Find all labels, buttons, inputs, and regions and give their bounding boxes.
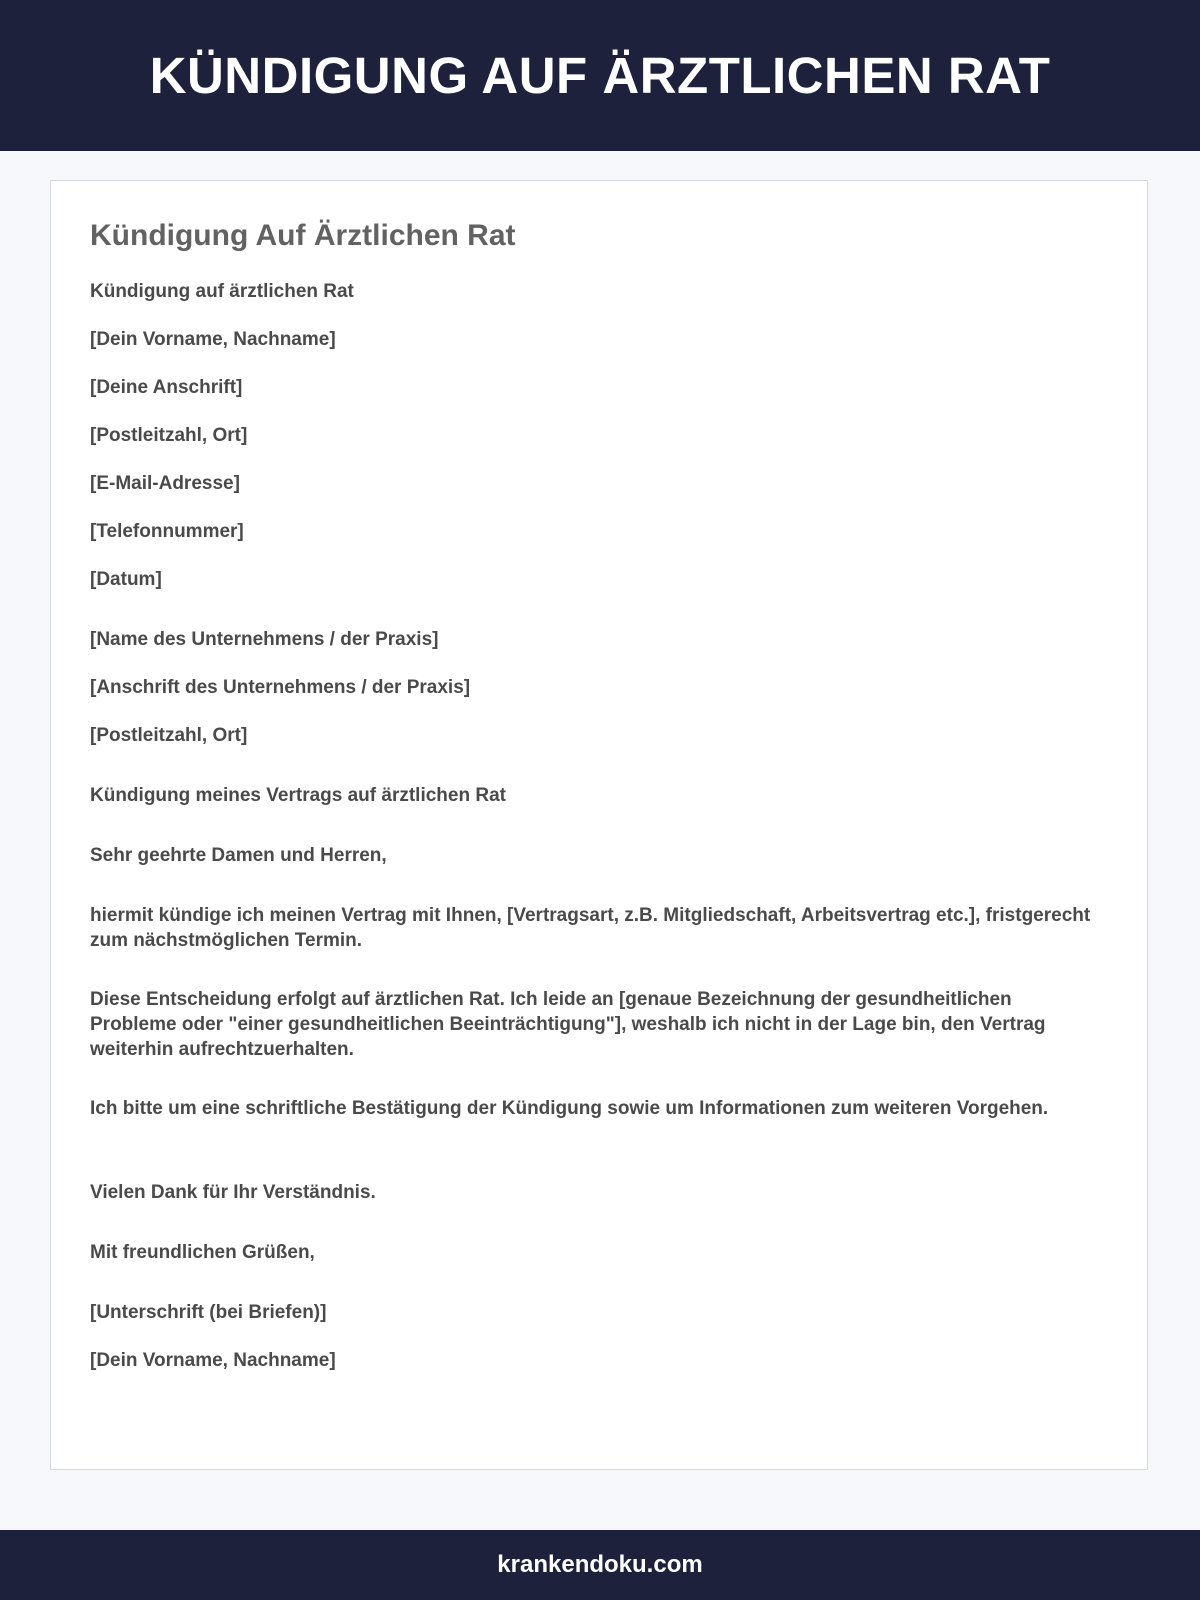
signature-name: [Dein Vorname, Nachname] [90,1350,336,1371]
sender-phone: [Telefonnummer] [90,521,244,542]
sender-zip-city: [Postleitzahl, Ort] [90,425,248,446]
sender-name: [Dein Vorname, Nachname] [90,329,336,350]
body-paragraph: Vielen Dank für Ihr Verständnis. [90,1182,376,1203]
page-title: KÜNDIGUNG AUF ÄRZTLICHEN RAT [149,47,1051,104]
signature-placeholder: [Unterschrift (bei Briefen)] [90,1302,327,1323]
page-header [0,0,1200,151]
document-card [50,180,1148,1470]
recipient-zip-city: [Postleitzahl, Ort] [90,725,248,746]
body-paragraph: Diese Entscheidung erfolgt auf ärztlichen Rat. Ich leide an [genaue Bezeichnung der gesundheitlichen Probleme oder "einer gesundheitlichen Beeinträchtigung"], weshalb ich nicht in der Lage bin, den Vertrag weiterhin aufrechtzuerhalten. [90,989,1046,1060]
sender-address: [Deine Anschrift] [90,377,243,398]
body-paragraph: hiermit kündige ich meinen Vertrag mit Ihnen, [Vertragsart, z.B. Mitgliedschaft, Arbeitsvertrag etc.], fristgerecht zum nächstmöglichen Termin. [90,905,1091,951]
document-title: Kündigung Auf Ärztlichen Rat [90,219,516,252]
letter-subject: Kündigung meines Vertrags auf ärztlichen Rat [90,785,506,806]
sender-email: [E-Mail-Adresse] [90,473,240,494]
page-footer [0,1530,1200,1600]
subject-line: Kündigung auf ärztlichen Rat [90,281,354,302]
salutation: Sehr geehrte Damen und Herren, [90,845,387,866]
body-paragraph: Ich bitte um eine schriftliche Bestätigung der Kündigung sowie um Informationen zum weiteren Vorgehen. [90,1098,1049,1119]
recipient-name: [Name des Unternehmens / der Praxis] [90,629,439,650]
footer-site-link[interactable]: krankendoku.com [497,1551,703,1578]
closing: Mit freundlichen Grüßen, [90,1242,315,1263]
letter-date: [Datum] [90,569,162,590]
recipient-address: [Anschrift des Unternehmens / der Praxis] [90,677,471,698]
